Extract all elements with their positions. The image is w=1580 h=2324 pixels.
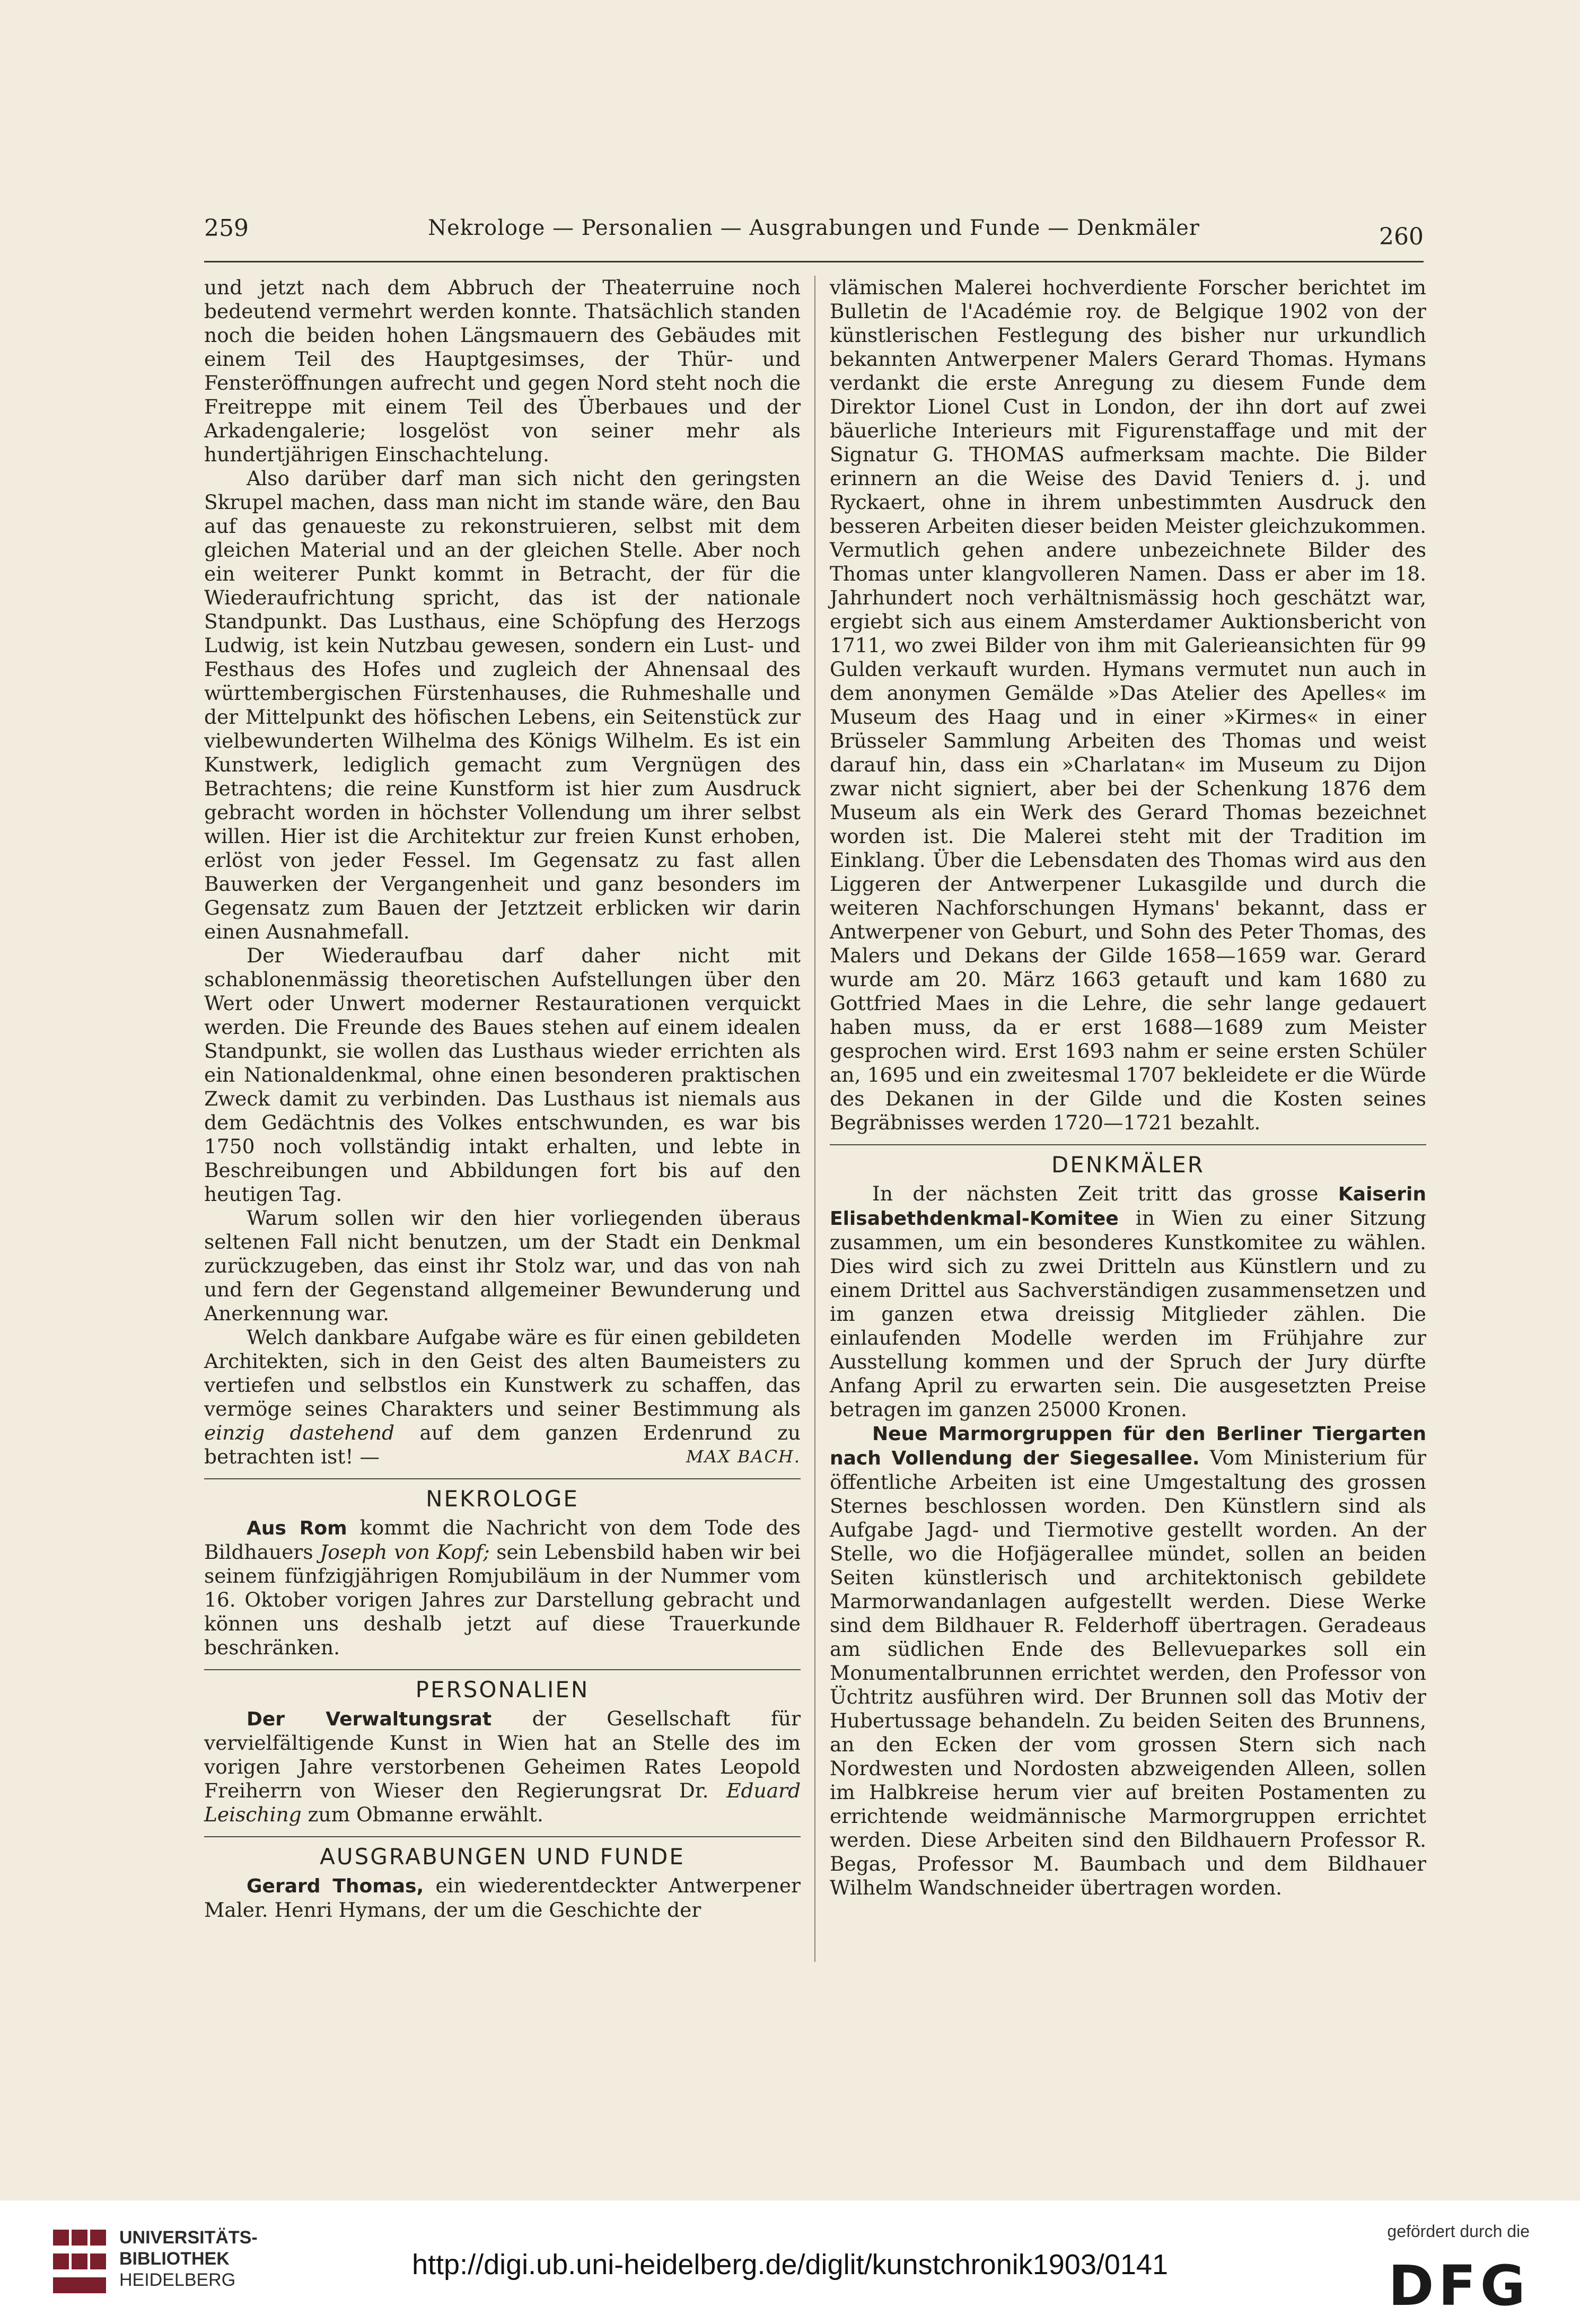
paragraph	[204, 1326, 801, 1469]
paragraph	[204, 1874, 801, 1922]
column-rule	[814, 276, 815, 1962]
page-number-right: 260	[1379, 223, 1424, 250]
section-heading-nekrologe: NEKROLOGE	[426, 1486, 579, 1512]
paragraph: und jetzt nach dem Abbruch der Theaterruine noch bedeutend vermehrt werden konnte. Thatsächlich standen noch die beiden hohen Längsmauern des Gebäudes mit einem Teil des Hauptgesimses, der Thür- und Fensteröffnungen aufrecht und gegen Nord steht noch die Freitreppe mit einem Teil des Überbaues und der Arkadengalerie; losgelöst von seiner mehr als hundertjährigen Einschachtelung.	[204, 276, 801, 466]
left-column	[204, 276, 801, 1922]
library-name-line: BIBLIOTHEK	[119, 2249, 230, 2269]
italic-text: Eduard Leisching	[204, 1779, 801, 1826]
text-run: in Wien zu einer Sitzung zusammen, um ein besonderes Kunstkomitee zu wählen. Dies wird sich zu zwei Dritteln aus Künstlern und zu einem Drittel aus Sachverständigen zusammensetzen und im ganzen etwa dreissig Mitglieder zählen. Die einlaufenden Modelle werden im Frühjahre zur Ausstellung kommen und der Spruch der Jury dürfte Anfang April zu erwarten sein. Die ausgesetzten Preise betragen im ganzen 25000 Kronen.	[830, 1206, 1426, 1421]
paragraph	[204, 1707, 801, 1827]
page-header	[204, 215, 1424, 257]
running-title: Nekrologe — Personalien — Ausgrabungen und Funde — Denkmäler	[428, 216, 1200, 240]
italic-text: einzig dastehend	[204, 1421, 394, 1444]
bold-lead: Gerard Thomas,	[247, 1875, 424, 1897]
paragraph	[830, 1422, 1426, 1900]
paragraph	[830, 1182, 1426, 1422]
text-run: der Gesellschaft für vervielfältigende Kunst in Wien hat an Stelle des im vorigen Jahre verstorbenen Geheimen Rates Leopold Freiherrn von Wieser den Regierungsrat Dr.	[204, 1707, 801, 1802]
header-rule	[204, 261, 1424, 262]
paragraph	[204, 1516, 801, 1660]
paragraph: Also darüber darf man sich nicht den geringsten Skrupel machen, dass man nicht im stande wäre, den Bau auf das genaueste zu rekonstruieren, selbst mit dem gleichen Material und an der gleichen Stelle. Aber noch ein weiterer Punkt kommt in Betracht, der für die Wiederaufrichtung spricht, das ist der nationale Standpunkt. Das Lusthaus, eine Schöpfung des Herzogs Ludwig, ist kein Nutzbau gewesen, sondern ein Lust- und Festhaus des Hofes und zugleich der Ahnensaal des württembergischen Fürstenhauses, die Ruhmeshalle und der Mittelpunkt des höfischen Lebens, ein Seitenstück zur vielbewunderten Wilhelma des Königs Wilhelm. Es ist ein Kunstwerk, lediglich gemacht zum Vergnügen des Betrachtens; die reine Kunstform ist hier zum Ausdruck gebracht worden in höchster Vollendung um ihrer selbst willen. Hier ist die Architektur zur freien Kunst erhoben, erlöst von jeder Fessel. Im Gegensatz zu fast allen Bauwerken der Vergangenheit und ganz besonders im Gegensatz zum Bauen der Jetztzeit erblicken wir darin einen Ausnahmefall.	[204, 467, 801, 943]
page-number-left: 259	[204, 215, 249, 242]
section-rule	[204, 1478, 801, 1479]
section-heading-ausgrabungen: AUSGRABUNGEN UND FUNDE	[320, 1844, 685, 1870]
text-run: In der nächsten Zeit tritt das grosse	[872, 1182, 1319, 1205]
text-run: ein wiederentdeckter Antwerpener Maler. Henri Hymans, der um die Geschichte der	[204, 1874, 801, 1922]
bold-lead: Aus Rom	[247, 1518, 347, 1539]
text-run: kommt die Nachricht von dem Tode des Bildhauers	[204, 1516, 801, 1564]
text-run: auf dem ganzen Erdenrund zu betrachten ist! —	[204, 1421, 801, 1468]
section-heading-denkmaeler: DENKMÄLER	[1051, 1152, 1205, 1178]
paragraph: Der Wiederaufbau darf daher nicht mit schablonenmässig theoretischen Aufstellungen über den Wert oder Unwert moderner Restaurationen verquickt werden. Die Freunde des Baues stehen auf einem idealen Standpunkt, sie wollen das Lusthaus wieder errichten als ein Nationaldenkmal, ohne einen besonderen praktischen Zweck damit zu verbinden. Das Lusthaus ist niemals aus dem Gedächtnis des Volkes entschwunden, es war bis 1750 noch vollständig intakt erhalten, und lebte in Beschreibungen und Abbildungen fort bis auf den heutigen Tag.	[204, 944, 801, 1206]
text-run: Welch dankbare Aufgabe wäre es für einen gebildeten Architekten, sich in den Geist des alten Baumeisters zu vertiefen und selbstlos ein Kunstwerk zu schaffen, das vermöge seines Charakters und seiner Bestimmung als	[204, 1326, 801, 1420]
italic-text: Joseph von Kopf;	[320, 1540, 490, 1564]
library-name-line: HEIDELBERG	[119, 2270, 236, 2290]
section-rule	[204, 1669, 801, 1670]
dfg-logo: DFG	[1388, 2253, 1530, 2318]
bold-lead: Der Verwaltungsrat	[247, 1708, 492, 1730]
section-rule	[830, 1144, 1426, 1145]
text-run: Vom Ministerium für öffentliche Arbeiten ist eine Umgestaltung des grossen Sternes beschlossen worden. Den Künstlern sind als Aufgabe Jagd- und Tiermotive gestellt worden. An der Stelle, wo die Hofjägerallee mündet, sollen an beiden Seiten künstlerisch und architektonisch gebildete Marmorwandanlagen aufgestellt werden. Diese Werke sind dem Bildhauer R. Felderhoff übertragen. Geradeaus am südlichen Ende des Bellevueparkes soll ein Monumentalbrunnen errichtet werden, den Professor von Üchtritz ausführen wird. Der Brunnen soll das Motiv der Hubertussage behandeln. Zu beiden Seiten des Brunnens, an den Ecken der vom grossen Stern sich nach Nordwesten und Nordosten abzweigenden Alleen, sollen im Halbkreise herum vier auf breiten Postamenten zu errichtende weidmännische Marmorgruppen errichtet werden. Diese Arbeiten sind den Bildhauern Professor R. Begas, Professor M. Baumbach und dem Bildhauer Wilhelm Wandschneider übertragen worden.	[830, 1446, 1426, 1899]
bold-lead: Kaiserin Elisabethdenkmal-Komitee	[830, 1183, 1426, 1230]
text-run: zum Obmanne erwählt.	[308, 1803, 543, 1826]
funding-note: gefördert durch die	[1387, 2222, 1530, 2241]
permalink[interactable]: http://digi.ub.uni-heidelberg.de/diglit/kunstchronik1903/0141	[412, 2249, 1168, 2281]
right-column	[830, 276, 1426, 1900]
bold-lead: Neue Marmorgruppen für den Berliner Tiergarten nach Vollendung der Siegesallee.	[830, 1423, 1426, 1469]
author-signature: MAX BACH.	[686, 1446, 801, 1467]
paragraph: Warum sollen wir den hier vorliegenden überaus seltenen Fall nicht benutzen, um der Stadt ein Denkmal zurückzugeben, das einst ihr Stolz war, und das von nah und fern der Gegenstand allgemeiner Bewunderung und Anerkennung war.	[204, 1206, 801, 1325]
text-run: sein Lebensbild haben wir bei seinem fünfzigjährigen Romjubiläum in der Nummer vom 16. Oktober vorigen Jahres zur Darstellung gebracht und können uns deshalb jetzt auf diese Trauerkunde beschränken.	[204, 1540, 801, 1659]
digitization-footer	[0, 2200, 1580, 2324]
section-rule	[204, 1836, 801, 1837]
library-name-line: UNIVERSITÄTS-	[119, 2227, 258, 2248]
paragraph: vlämischen Malerei hochverdiente Forscher berichtet im Bulletin de l'Académie roy. de Belgique 1902 von der künstlerischen Festlegung des bisher nur urkundlich bekannten Antwerpener Malers Gerard Thomas. Hymans verdankt die erste Anregung zu diesem Funde dem Direktor Lionel Cust in London, der ihn dort auf zwei bäuerliche Interieurs mit Figurenstaffage und mit der Signatur G. THOMAS aufmerksam machte. Die Bilder erinnern an die Weise des David Teniers d. j. und Ryckaert, ohne in ihrem unbestimmten Ausdruck den besseren Arbeiten dieser beiden Meister gleichzukommen. Vermutlich gehen andere unbezeichnete Bilder des Thomas unter klangvolleren Namen. Dass er aber im 18. Jahrhundert noch verhältnismässig hoch geschätzt war, ergiebt sich aus einem Amsterdamer Auktionsbericht von 1711, wo zwei Bilder von ihm mit Galerieansichten für 99 Gulden verkauft wurden. Hymans vermutet nun auch in dem anonymen Gemälde »Das Atelier des Apelles« im Museum des Haag und in einer »Kirmes« in einer Brüsseler Sammlung Arbeiten des Thomas und weist darauf hin, dass ein »Charlatan« im Museum zu Dijon zwar nicht signiert, aber bei der Schenkung 1876 dem Museum als ein Werk des Gerard Thomas bezeichnet worden ist. Die Malerei steht mit der Tradition im Einklang. Über die Lebensdaten des Thomas wird aus den Liggeren der Antwerpener Lukasgilde und durch die weiteren Nachforschungen Hymans' bekannt, dass er Antwerpener von Geburt, und Sohn des Peter Thomas, des Malers und Dekans der Gilde 1658—1659 war. Gerard wurde am 20. März 1663 getauft und kam 1680 zu Gottfried Maes in die Lehre, die sehr lange gedauert haben muss, da er erst 1688—1689 zum Meister gesprochen wird. Erst 1693 nahm er seine ersten Schüler an, 1695 und ein zweitesmal 1707 bekleidete er die Würde des Dekanen in der Gilde und die Kosten seines Begräbnisses werden 1720—1721 bezahlt.	[830, 276, 1426, 1134]
section-heading-personalien: PERSONALIEN	[415, 1677, 590, 1703]
